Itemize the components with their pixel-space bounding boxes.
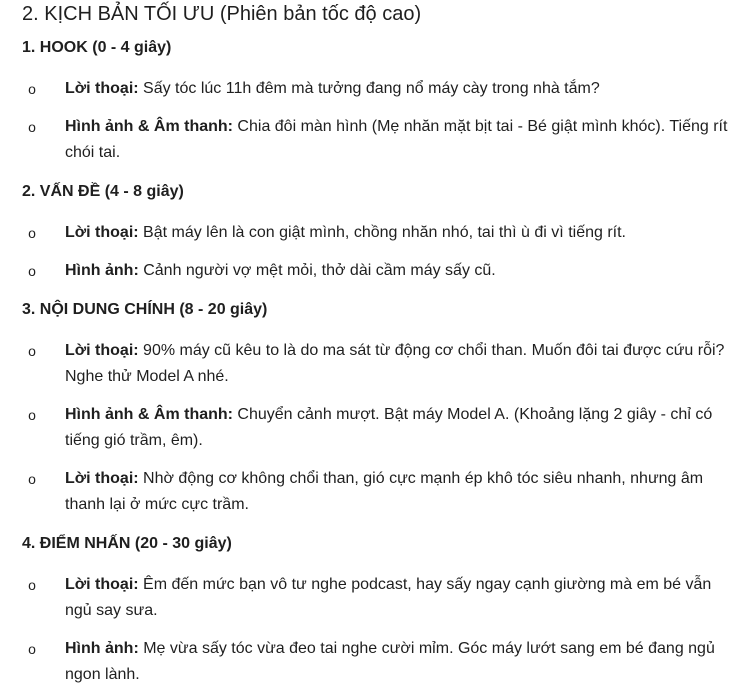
bullet-marker: o	[28, 343, 36, 359]
bullet-label: Lời thoại:	[65, 224, 139, 241]
bullet-list-hook	[22, 76, 742, 166]
list-item	[22, 572, 742, 624]
bullet-text: 90% máy cũ kêu to là do ma sát từ động cơ chổi than. Muốn đôi tai được cứu rỗi? Nghe thử Model A nhé.	[65, 342, 725, 385]
list-item	[22, 258, 742, 284]
bullet-list-problem	[22, 220, 742, 284]
section-heading-hook: 1. HOOK (0 - 4 giây)	[22, 39, 172, 56]
bullet-label: Lời thoại:	[65, 80, 139, 97]
bullet-marker: o	[28, 119, 36, 135]
document	[22, 0, 742, 688]
bullet-text: Bật máy lên là con giật mình, chồng nhăn nhó, tai thì ù đi vì tiếng rít.	[138, 224, 626, 241]
section-heading-highlight: 4. ĐIỂM NHẤN (20 - 30 giây)	[22, 535, 232, 552]
list-item	[22, 76, 742, 102]
bullet-marker: o	[28, 225, 36, 241]
bullet-label: Hình ảnh:	[65, 262, 139, 279]
bullet-text: Nhờ động cơ không chổi than, gió cực mạnh ép khô tóc siêu nhanh, nhưng âm thanh lại ở mức cực trầm.	[65, 470, 704, 513]
bullet-list-highlight	[22, 572, 742, 688]
list-item	[22, 402, 742, 454]
list-item	[22, 220, 742, 246]
bullet-text: Mẹ vừa sấy tóc vừa đeo tai nghe cười mỉm. Góc máy lướt sang em bé đang ngủ ngon lành.	[65, 640, 715, 683]
bullet-marker: o	[28, 263, 36, 279]
bullet-marker: o	[28, 407, 36, 423]
list-item	[22, 466, 742, 518]
bullet-marker: o	[28, 577, 36, 593]
section-heading-main-content: 3. NỘI DUNG CHÍNH (8 - 20 giây)	[22, 301, 268, 318]
bullet-label: Hình ảnh:	[65, 640, 139, 657]
document-title: 2. KỊCH BẢN TỐI ƯU (Phiên bản tốc độ cao)	[22, 3, 422, 25]
list-item	[22, 114, 742, 166]
bullet-label: Hình ảnh & Âm thanh:	[65, 406, 233, 423]
list-item	[22, 636, 742, 688]
bullet-label: Lời thoại:	[65, 342, 139, 359]
list-item	[22, 338, 742, 390]
bullet-marker: o	[28, 641, 36, 657]
bullet-text: Êm đến mức bạn vô tư nghe podcast, hay sấy ngay cạnh giường mà em bé vẫn ngủ say sưa.	[65, 576, 712, 619]
section-heading-problem: 2. VẤN ĐỀ (4 - 8 giây)	[22, 183, 184, 200]
bullet-text: Chuyển cảnh mượt. Bật máy Model A. (Khoảng lặng 2 giây - chỉ có tiếng gió trầm, êm).	[65, 406, 713, 449]
bullet-marker: o	[28, 471, 36, 487]
bullet-marker: o	[28, 81, 36, 97]
bullet-label: Lời thoại:	[65, 470, 139, 487]
bullet-label: Lời thoại:	[65, 576, 139, 593]
bullet-text: Cảnh người vợ mệt mỏi, thở dài cầm máy sấy cũ.	[138, 262, 496, 279]
bullet-list-main-content	[22, 338, 742, 518]
bullet-text: Chia đôi màn hình (Mẹ nhăn mặt bịt tai - Bé giật mình khóc). Tiếng rít chói tai.	[65, 118, 728, 161]
bullet-label: Hình ảnh & Âm thanh:	[65, 118, 233, 135]
bullet-text: Sấy tóc lúc 11h đêm mà tưởng đang nổ máy cày trong nhà tắm?	[138, 80, 600, 97]
